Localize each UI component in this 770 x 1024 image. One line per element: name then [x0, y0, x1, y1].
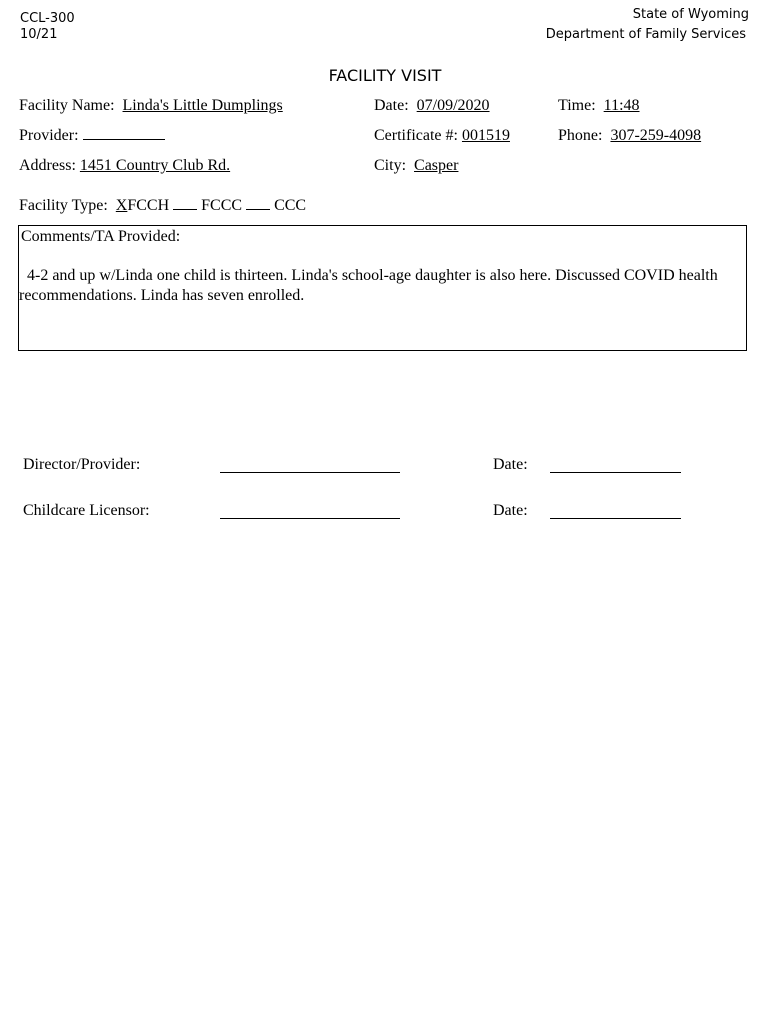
certificate-label: Certificate #: [374, 127, 458, 144]
director-date-line [550, 472, 681, 473]
licensor-date-label: Date: [493, 502, 528, 519]
page-title: FACILITY VISIT [328, 66, 442, 85]
facility-type-option-fccc: FCCC [201, 197, 243, 214]
comments-body: 4-2 and up w/Linda one child is thirteen. Linda's school-age daughter is also here. Discussed COVID health recommendations. Linda has seven enrolled. [19, 267, 718, 304]
director-signature-line [220, 472, 400, 473]
comments-text [19, 266, 744, 306]
date-row [374, 97, 490, 115]
facility-type-option-ccc: CCC [274, 197, 307, 214]
phone-row [558, 127, 701, 145]
facility-type-selected-mark: X [115, 197, 128, 214]
provider-label: Provider: [19, 127, 79, 144]
comments-box [18, 225, 747, 351]
time-row [558, 97, 640, 115]
certificate-value: 001519 [461, 127, 510, 144]
facility-name-row [19, 97, 283, 115]
date-label: Date: [374, 97, 409, 114]
phone-label: Phone: [558, 127, 603, 144]
form-revision-date: 10/21 [20, 27, 58, 42]
time-value: 11:48 [603, 97, 640, 114]
date-value: 07/09/2020 [416, 97, 490, 114]
provider-blank [83, 138, 165, 140]
director-date-label: Date: [493, 456, 528, 473]
licensor-signature-line [220, 518, 400, 519]
comments-label: Comments/TA Provided: [21, 228, 181, 245]
agency-department: Department of Family Services [545, 27, 746, 42]
address-value: 1451 Country Club Rd. [79, 157, 231, 174]
facility-type-row [19, 197, 306, 215]
agency-state: State of Wyoming [632, 7, 749, 22]
facility-name-label: Facility Name: [19, 97, 115, 114]
certificate-row [374, 127, 510, 145]
childcare-licensor-label: Childcare Licensor: [23, 502, 150, 519]
facility-type-label: Facility Type: [19, 197, 108, 214]
phone-value: 307-259-4098 [610, 127, 702, 144]
facility-type-blank-fccc [173, 208, 197, 210]
provider-row [19, 127, 165, 145]
facility-name-value: Linda's Little Dumplings [122, 97, 283, 114]
address-label: Address: [19, 157, 76, 174]
address-row [19, 157, 230, 175]
time-label: Time: [558, 97, 596, 114]
director-provider-label: Director/Provider: [23, 456, 141, 473]
facility-type-option-fcch: FCCH [127, 197, 170, 214]
city-value: Casper [414, 157, 459, 174]
form-id: CCL-300 [20, 11, 75, 26]
facility-type-blank-ccc [246, 208, 270, 210]
city-label: City: [374, 157, 407, 174]
licensor-date-line [550, 518, 681, 519]
city-row [374, 157, 458, 175]
